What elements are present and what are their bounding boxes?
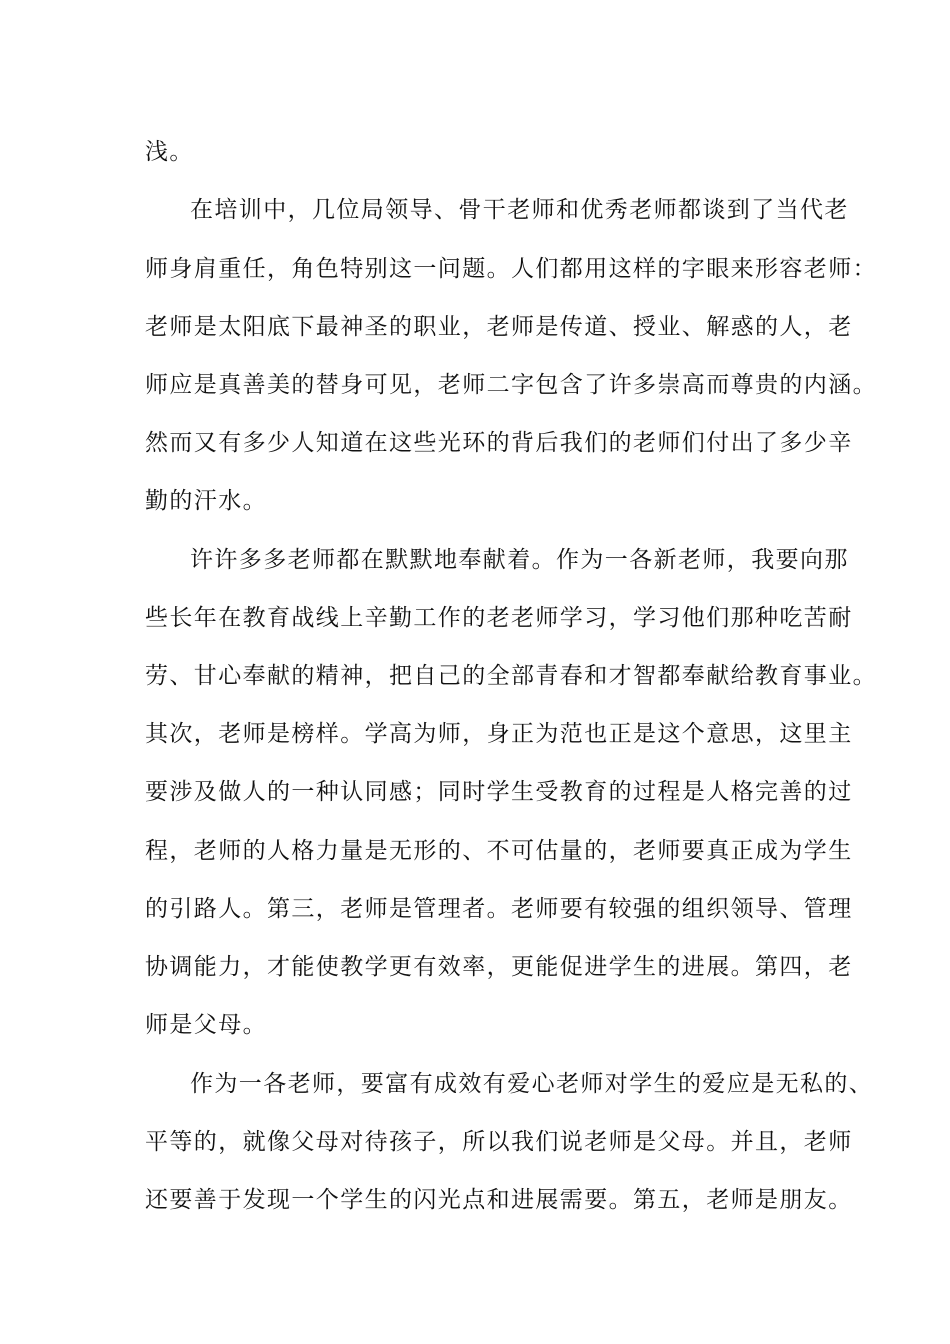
text-line-19: 还要善于发现一个学生的闪光点和进展需要。第五，老师是朋友。 (145, 1187, 853, 1213)
text-line-16: 师是父母。 (145, 1012, 267, 1038)
text-line-12: 要涉及做人的一种认同感；同时学生受教育的过程是人格完善的过 (145, 779, 853, 805)
text-line-13: 程，老师的人格力量是无形的、不可估量的，老师要真正成为学生 (145, 838, 853, 864)
text-line-15: 协调能力，才能使教学更有效率，更能促进学生的进展。第四，老 (145, 954, 853, 980)
text-line-9: 些长年在教育战线上辛勤工作的老老师学习，学习他们那种吃苦耐 (145, 605, 853, 631)
text-line-7: 勤的汗水。 (145, 488, 267, 514)
text-line-1: 浅。 (145, 139, 194, 165)
text-line-8: 许许多多老师都在默默地奉献着。作为一各新老师，我要向那 (190, 547, 849, 573)
text-line-4: 老师是太阳底下最神圣的职业，老师是传道、授业、解惑的人，老 (145, 314, 853, 340)
text-line-18: 平等的，就像父母对待孩子，所以我们说老师是父母。并且，老师 (145, 1129, 853, 1155)
text-line-17: 作为一各老师，要富有成效有爱心老师对学生的爱应是无私的、 (190, 1071, 874, 1097)
text-line-14: 的引路人。第三，老师是管理者。老师要有较强的组织领导、管理 (145, 896, 853, 922)
text-line-10: 劳、甘心奉献的精神，把自己的全部青春和才智都奉献给教育事业。 (145, 663, 877, 689)
text-line-2: 在培训中，几位局领导、骨干老师和优秀老师都谈到了当代老 (190, 197, 849, 223)
text-line-5: 师应是真善美的替身可见，老师二字包含了许多崇高而尊贵的内涵。 (145, 372, 877, 398)
text-line-6: 然而又有多少人知道在这些光环的背后我们的老师们付出了多少辛 (145, 430, 853, 456)
text-line-11: 其次，老师是榜样。学高为师，身正为范也正是这个意思，这里主 (145, 721, 853, 747)
text-line-3: 师身肩重任，角色特别这一问题。人们都用这样的字眼来形容老师： (145, 256, 877, 282)
